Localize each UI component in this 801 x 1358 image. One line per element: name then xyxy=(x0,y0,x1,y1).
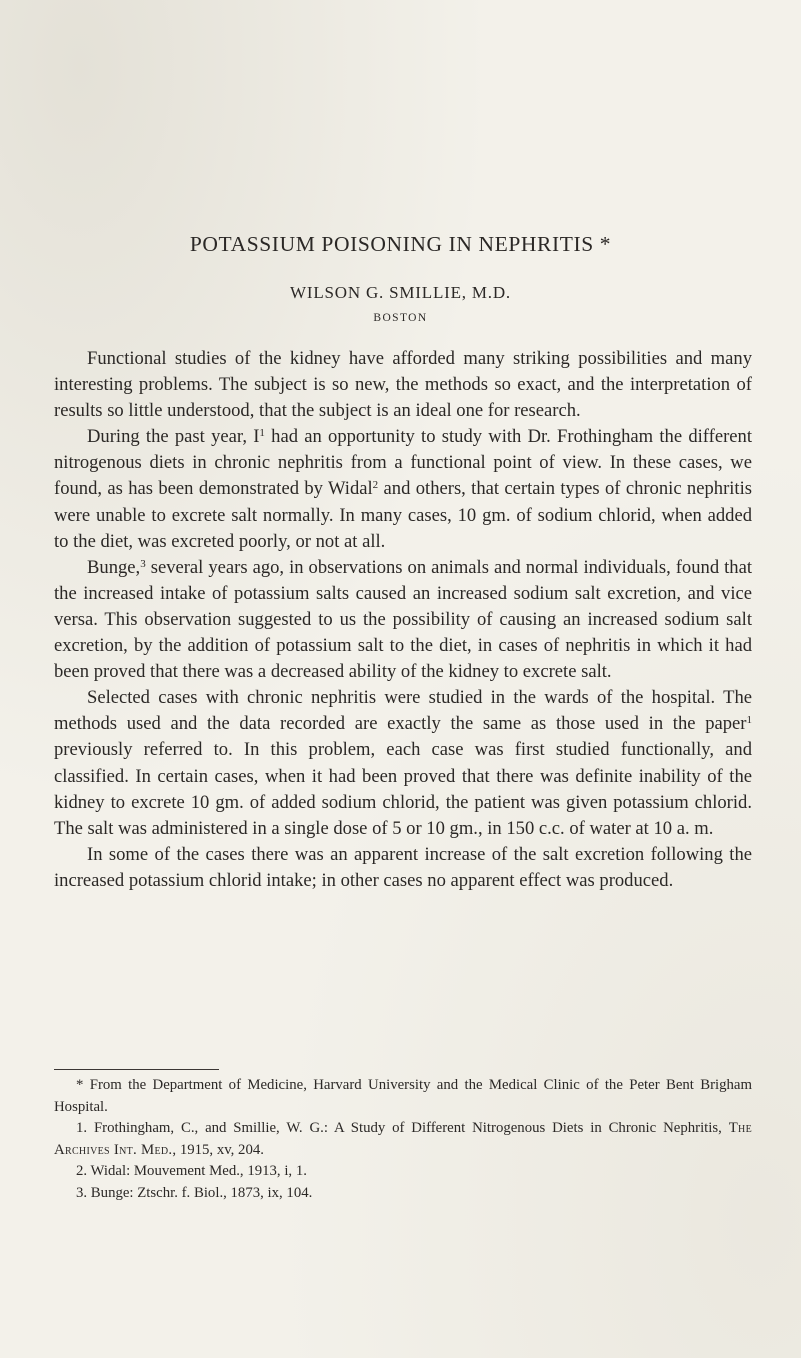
paragraph-1-text: Functional studies of the kidney have afforded many striking possibilities and many interesting problems. The subject is so new, the methods so exact, and the interpretation of results so little understood, that the subject is an ideal one for research. xyxy=(54,348,752,422)
paragraph-3 xyxy=(54,555,752,685)
article-title: POTASSIUM POISONING IN NEPHRITIS * xyxy=(189,232,612,256)
paragraph-5-text: In some of the cases there was an apparent increase of the salt excretion following the increased potassium chlorid intake; in other cases no apparent effect was produced. xyxy=(54,843,752,891)
reference-marker: 3 xyxy=(140,557,146,570)
paragraph-2-text-b: had an opportunity to study with Dr. Frothingham the different nitrogenous diets in chronic nephritis from a functional point of view. In these cases, we found, as has been demonstrated by Widal xyxy=(54,426,752,500)
footnote-1-journal: The Archives Int. Med. xyxy=(54,1120,752,1158)
paragraph-4-text-b: previously referred to. In this problem, each case was first studied functionally, and classified. In certain cases, when it had been proved that there was definite inability of the kidney to excrete 10 gm. of added sodium chlorid, the patient was given potassium chlorid. The salt was administered in a single dose of 5 or 10 gm., in 150 c.c. of water at 10 a. m. xyxy=(54,739,752,839)
footnote-2: 2. Widal: Mouvement Med., 1913, i, 1. xyxy=(76,1163,307,1180)
author-name: WILSON G. SMILLIE, M.D. xyxy=(290,283,511,302)
paragraph-2-text-c: and others, that certain types of chronic nephritis were unable to excrete salt normally. In many cases, 10 gm. of sodium chlorid, when added to the diet, was excreted poorly, or not at all. xyxy=(54,478,752,552)
footnote-star: * From the Department of Medicine, Harvard University and the Medical Clinic of the Peter Bent Brigham Hospital. xyxy=(54,1077,752,1115)
paragraph-2-text-a: During the past year, I xyxy=(87,426,260,448)
article-body xyxy=(54,346,752,894)
paragraph-5 xyxy=(54,842,752,894)
paragraph-3-text-a: Bunge, xyxy=(87,556,141,578)
author-affiliation: BOSTON xyxy=(373,312,428,324)
reference-marker: 1 xyxy=(259,427,265,440)
footnote-1 xyxy=(54,1118,752,1161)
paragraph-1 xyxy=(54,346,752,424)
paragraph-4-text-a: Selected cases with chronic nephritis were studied in the wards of the hospital. The methods used and the data recorded are exactly the same as those used in the paper xyxy=(54,687,752,735)
paragraph-2 xyxy=(54,424,752,554)
footnote-divider xyxy=(54,1069,219,1070)
footnote-3: 3. Bunge: Ztschr. f. Biol., 1873, ix, 104. xyxy=(76,1184,313,1201)
paragraph-3-text-b: several years ago, in observations on animals and normal individuals, found that the increased intake of potassium salts caused an increased sodium salt excretion, and vice versa. This observation suggested to us the possibility of causing an increased sodium salt excretion, by the addition of potassium salt to the diet, in cases of nephritis in which it had been proved that there was a decreased ability of the kidney to excrete salt. xyxy=(54,556,752,683)
footnotes xyxy=(54,1075,752,1205)
paragraph-4 xyxy=(54,685,752,842)
footnote-1-text-b: , 1915, xv, 204. xyxy=(172,1141,264,1158)
footnote-1-text-a: 1. Frothingham, C., and Smillie, W. G.: A Study of Different Nitrogenous Diets in Chronic Nephritis, xyxy=(76,1120,729,1137)
reference-marker: 2 xyxy=(372,479,379,492)
reference-marker: 1 xyxy=(746,714,752,727)
